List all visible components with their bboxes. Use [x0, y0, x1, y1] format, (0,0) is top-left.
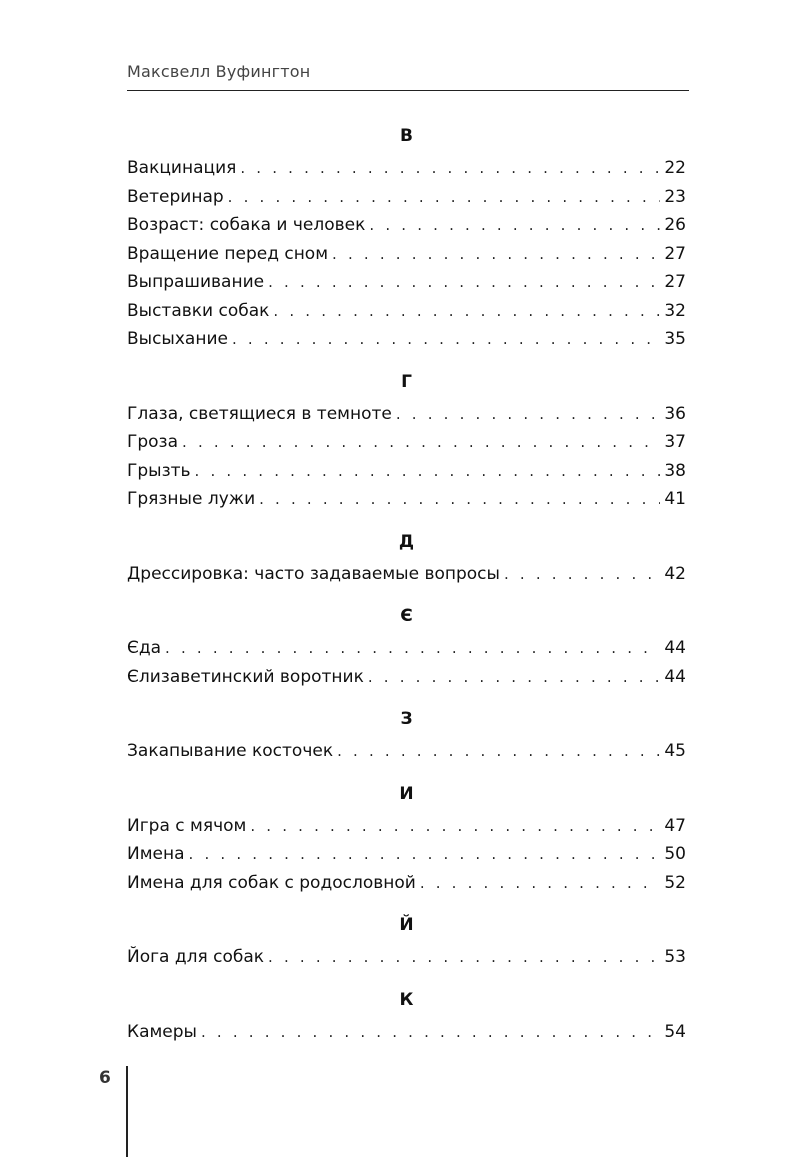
toc-entry[interactable] — [127, 737, 686, 766]
page-number: 6 — [99, 1068, 111, 1088]
entry-page-number: 42 — [664, 563, 686, 584]
toc-entry[interactable] — [127, 1018, 686, 1047]
dot-leader — [332, 240, 660, 269]
section-letter: Й — [399, 915, 414, 935]
dot-leader — [189, 840, 661, 869]
dot-leader — [228, 183, 661, 212]
entry-title: Дрессировка: часто задаваемые вопросы — [127, 563, 500, 584]
entry-page-number: 32 — [664, 300, 686, 321]
toc-section — [127, 907, 686, 972]
section-letter: Є — [400, 606, 413, 626]
toc-section — [127, 364, 686, 514]
toc-section — [127, 118, 686, 354]
dot-leader — [268, 943, 660, 972]
toc-section — [127, 776, 686, 898]
author-name: Максвелл Вуфингтон — [127, 62, 311, 81]
dot-leader — [420, 869, 661, 898]
toc-entry[interactable] — [127, 457, 686, 486]
toc-section — [127, 701, 686, 766]
dot-leader — [165, 634, 660, 663]
toc-entry[interactable] — [127, 428, 686, 457]
toc-entry[interactable] — [127, 943, 686, 972]
toc-entry[interactable] — [127, 812, 686, 841]
entry-page-number: 23 — [664, 186, 686, 207]
entry-page-number: 44 — [664, 666, 686, 687]
toc-entry[interactable] — [127, 297, 686, 326]
entry-title: Ветеринар — [127, 186, 224, 207]
running-header — [127, 62, 689, 91]
entry-title: Вращение перед сном — [127, 243, 329, 264]
entry-page-number: 50 — [664, 844, 686, 864]
toc-entry[interactable] — [127, 485, 686, 514]
section-letter: И — [399, 783, 414, 804]
entry-page-number: 37 — [664, 432, 686, 452]
entry-title: Возраст: собака и человек — [127, 215, 366, 235]
dot-leader — [273, 297, 660, 326]
entry-title: Глаза, светящиеся в темноте — [127, 403, 392, 424]
dot-leader — [337, 737, 660, 766]
dot-leader — [182, 428, 660, 457]
dot-leader — [240, 154, 660, 183]
toc-entry[interactable] — [127, 325, 686, 354]
table-of-contents — [127, 118, 686, 1056]
entry-page-number: 27 — [664, 272, 686, 292]
entry-title: Грызть — [127, 460, 191, 481]
toc-entry[interactable] — [127, 154, 686, 183]
entry-title: Єлизаветинский воротник — [127, 666, 364, 687]
entry-page-number: 45 — [664, 741, 686, 761]
entry-title: Грязные лужи — [127, 489, 256, 509]
toc-section — [127, 598, 686, 691]
toc-section — [127, 524, 686, 589]
dot-leader — [259, 485, 660, 514]
dot-leader — [232, 325, 660, 354]
entry-page-number: 26 — [664, 215, 686, 235]
toc-entry[interactable] — [127, 869, 686, 898]
margin-rule — [126, 1066, 128, 1157]
dot-leader — [368, 663, 661, 692]
entry-title: Гроза — [127, 432, 179, 452]
entry-title: Выпрашивание — [127, 272, 265, 292]
entry-title: Имена для собак с родословной — [127, 872, 416, 893]
toc-section — [127, 982, 686, 1047]
entry-page-number: 54 — [664, 1021, 686, 1042]
entry-page-number: 53 — [664, 947, 686, 967]
section-letter: В — [400, 126, 413, 146]
entry-title: Выставки собак — [127, 300, 270, 321]
entry-title: Имена — [127, 844, 185, 864]
section-letter: З — [400, 709, 413, 729]
entry-page-number: 35 — [664, 329, 686, 349]
entry-page-number: 52 — [664, 872, 686, 893]
section-letter: Д — [398, 531, 415, 552]
dot-leader — [369, 211, 660, 240]
entry-page-number: 22 — [664, 158, 686, 178]
dot-leader — [396, 400, 661, 429]
entry-page-number: 41 — [664, 489, 686, 509]
toc-entry[interactable] — [127, 663, 686, 692]
entry-page-number: 36 — [664, 403, 686, 424]
toc-entry[interactable] — [127, 211, 686, 240]
section-letter: Г — [401, 371, 412, 392]
dot-leader — [195, 457, 661, 486]
section-letter: К — [399, 989, 414, 1010]
toc-entry[interactable] — [127, 560, 686, 589]
toc-entry[interactable] — [127, 840, 686, 869]
dot-leader — [201, 1018, 660, 1047]
entry-title: Высыхание — [127, 329, 228, 349]
entry-title: Йога для собак — [127, 947, 265, 967]
entry-title: Игра с мячом — [127, 815, 247, 836]
dot-leader — [504, 560, 660, 589]
entry-title: Вакцинация — [127, 158, 237, 178]
entry-page-number: 38 — [664, 460, 686, 481]
entry-title: Єда — [127, 638, 162, 658]
dot-leader — [250, 812, 660, 841]
entry-page-number: 44 — [664, 638, 686, 658]
toc-entry[interactable] — [127, 183, 686, 212]
entry-page-number: 47 — [664, 815, 686, 836]
toc-entry[interactable] — [127, 240, 686, 269]
entry-title: Камеры — [127, 1021, 197, 1042]
toc-entry[interactable] — [127, 268, 686, 297]
entry-title: Закапывание косточек — [127, 741, 334, 761]
entry-page-number: 27 — [664, 243, 686, 264]
dot-leader — [268, 268, 660, 297]
toc-entry[interactable] — [127, 400, 686, 429]
toc-entry[interactable] — [127, 634, 686, 663]
